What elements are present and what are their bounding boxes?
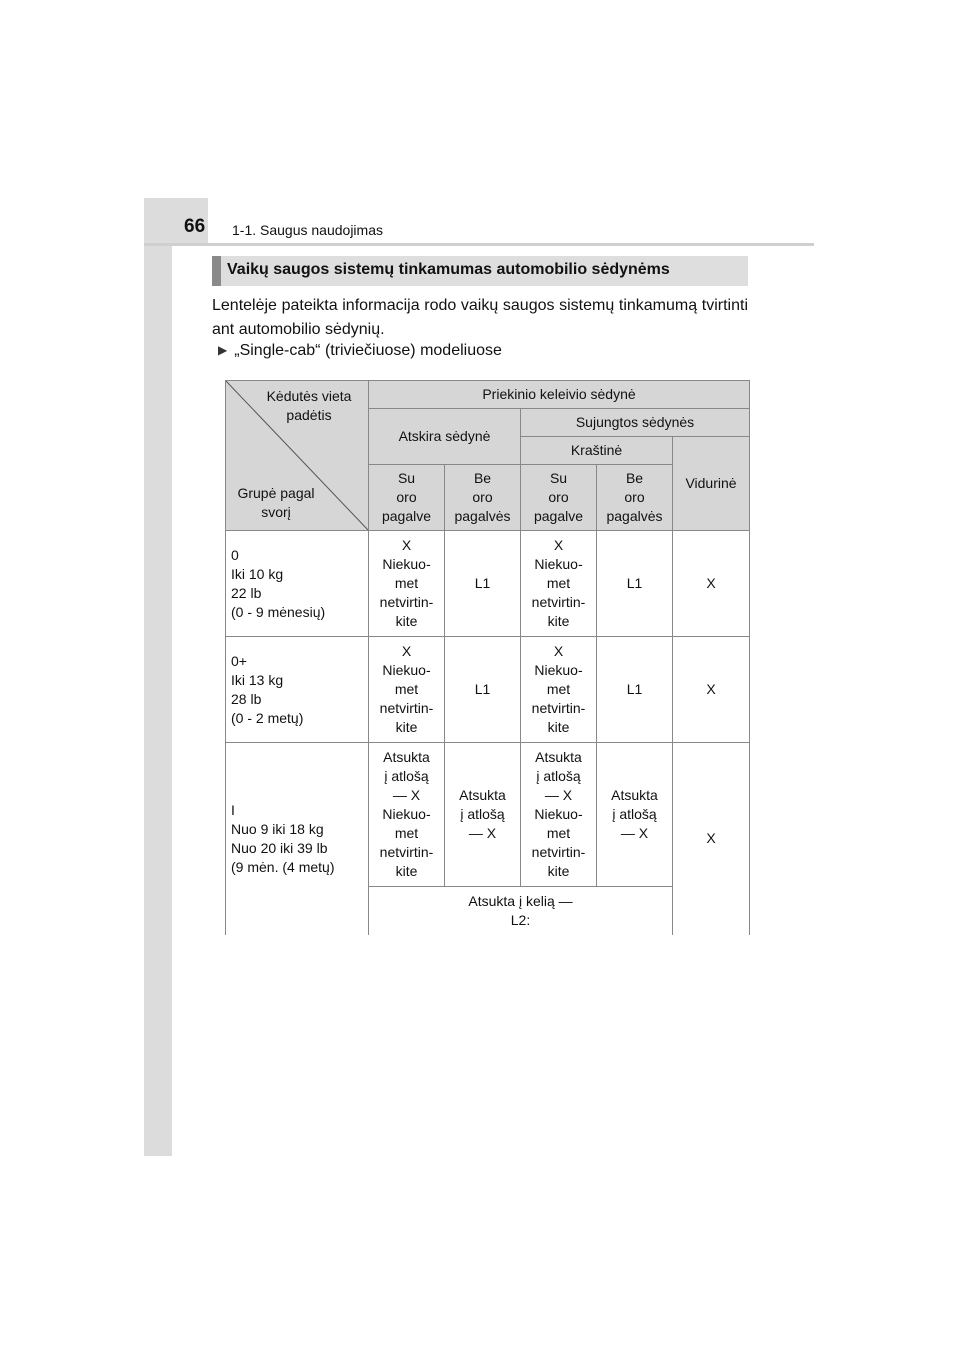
left-margin-band	[144, 198, 172, 1156]
bullet-text: „Single-cab“ (triviečiuose) modeliuose	[234, 342, 502, 359]
value-cell: L1	[597, 531, 673, 637]
forward-facing-cell: Atsukta į kelią — L2:	[369, 887, 673, 935]
value-cell: X Niekuo- met netvirtin- kite	[369, 637, 445, 743]
triangle-right-icon: ▶	[218, 343, 228, 357]
model-bullet	[218, 342, 502, 360]
col-outer-seat: Kraštinė	[521, 437, 673, 465]
col-out-with-airbag: Su oro pagalve	[521, 465, 597, 531]
section-title: 1-1. Saugus naudojimas	[232, 222, 383, 238]
suitability-table	[225, 380, 750, 935]
value-cell: Atsukta į atlošą — X Niekuo- met netvirtin- kite	[369, 743, 445, 887]
corner-group-label: Grupė pagal svorį	[237, 485, 315, 520]
header-divider	[144, 243, 814, 246]
value-cell: Atsukta į atlošą — X	[597, 743, 673, 887]
group-cell: I Nuo 9 iki 18 kg Nuo 20 iki 39 lb (9 mėn. (4 metų)	[226, 743, 369, 935]
col-out-without-airbag: Be oro pagalvės	[597, 465, 673, 531]
col-bench-seat: Sujungtos sėdynės	[521, 409, 750, 437]
value-cell: X Niekuo- met netvirtin- kite	[369, 531, 445, 637]
group-cell: 0 Iki 10 kg 22 lb (0 - 9 mėnesių)	[226, 531, 369, 637]
value-cell: Atsukta į atlošą — X	[445, 743, 521, 887]
table-row	[226, 743, 750, 887]
col-separate-seat: Atskira sėdynė	[369, 409, 521, 465]
group-cell: 0+ Iki 13 kg 28 lb (0 - 2 metų)	[226, 637, 369, 743]
table-row	[226, 531, 750, 637]
value-cell: X	[673, 531, 750, 637]
value-cell: X Niekuo- met netvirtin- kite	[521, 637, 597, 743]
value-cell: X	[673, 743, 750, 935]
intro-paragraph: Lentelėje pateikta informacija rodo vaikų saugos sistemų tinkamumą tvirtinti ant automobilio sėdynių.	[212, 297, 748, 338]
value-cell: L1	[597, 637, 673, 743]
value-cell: X Niekuo- met netvirtin- kite	[521, 531, 597, 637]
value-cell: L1	[445, 637, 521, 743]
col-center-seat: Vidurinė	[673, 437, 750, 531]
table-row	[226, 637, 750, 743]
page-number: 66	[184, 216, 206, 237]
col-sep-with-airbag: Su oro pagalve	[369, 465, 445, 531]
section-heading: Vaikų saugos sistemų tinkamumas automobilio sėdynėms	[212, 256, 748, 286]
value-cell: X	[673, 637, 750, 743]
col-sep-without-airbag: Be oro pagalvės	[445, 465, 521, 531]
value-cell: L1	[445, 531, 521, 637]
col-front-passenger-seat: Priekinio keleivio sėdynė	[369, 381, 750, 409]
table-corner-cell	[226, 381, 369, 531]
value-cell: Atsukta į atlošą — X Niekuo- met netvirtin- kite	[521, 743, 597, 887]
corner-position-label: Kėdutės vieta padėtis	[266, 388, 352, 423]
